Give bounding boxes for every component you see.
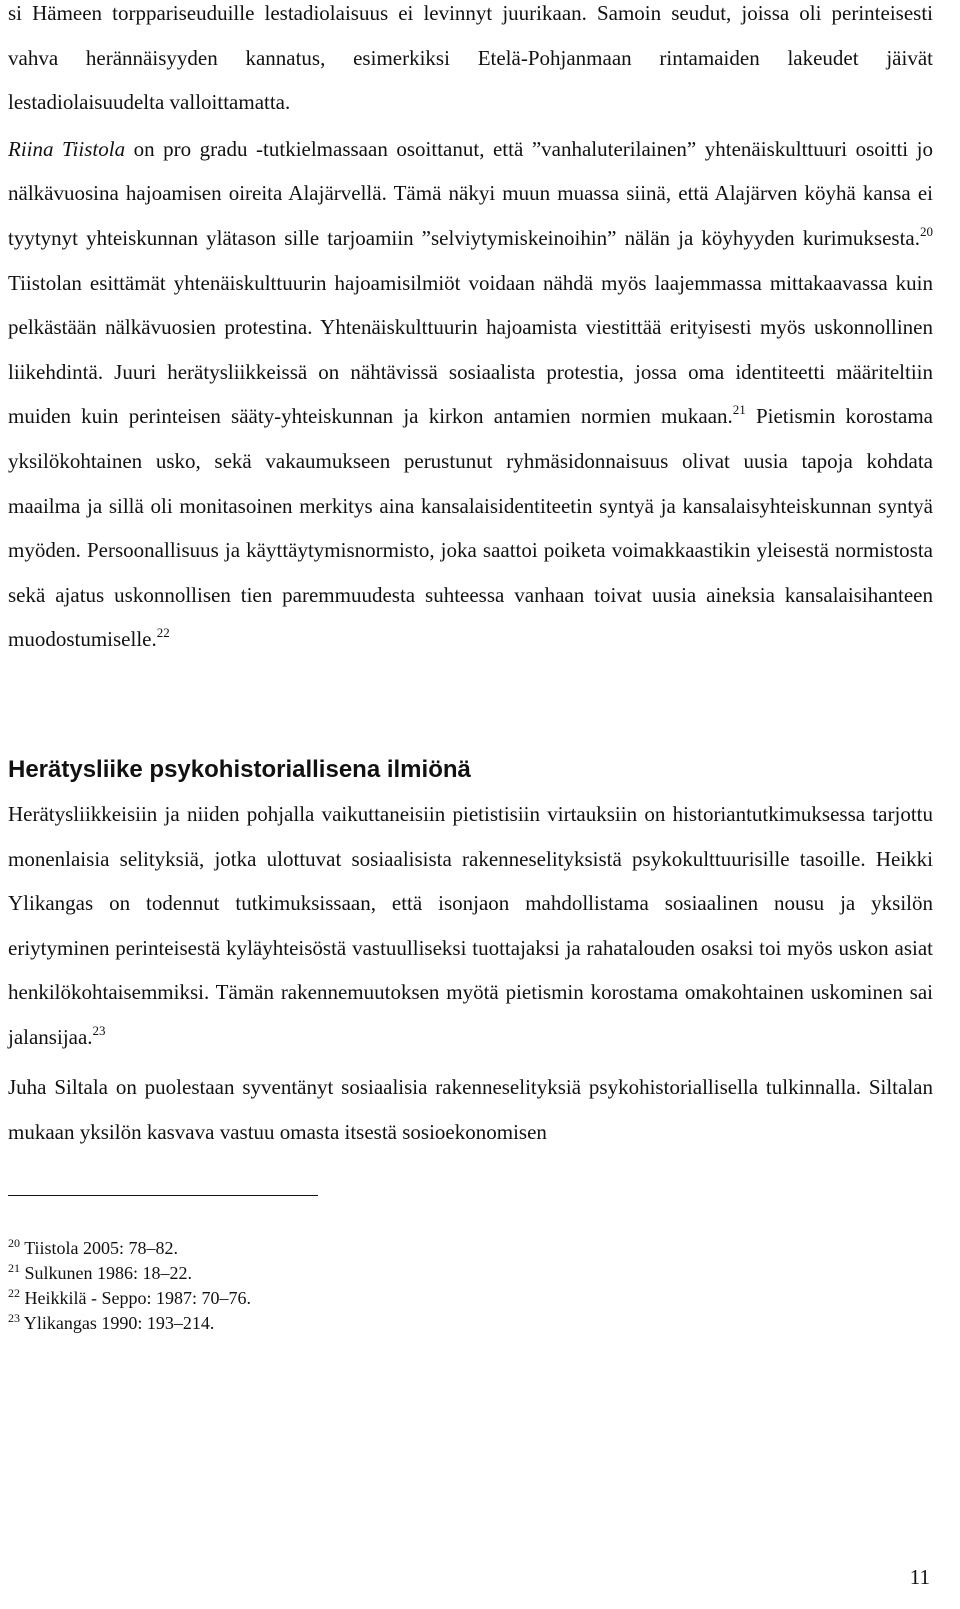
document-page	[8, 0, 933, 1336]
paragraph-lestadiolaisuus	[8, 0, 933, 125]
footnote-item	[8, 1286, 933, 1311]
footnote-ref-23[interactable]: 23	[92, 1022, 106, 1038]
paragraph-ylikangas	[8, 792, 933, 1060]
paragraph-text: Herätysliikkeisiin ja niiden pohjalla vaikuttaneisiin pietistisiin virtauksiin on historiantutkimuksessa tarjottu monenlaisia selityksiä, jotka ulottuvat sosiaalisista rakenneselityksistä psykokulttuurisille tasoille. Heikki Ylikangas on todennut tutkimuksissaan, että isonjaon mahdollistama sosiaalinen nousu ja yksilön eriytyminen perinteisestä kyläyhteisöstä vastuulliseksi tuottajaksi ja rahatalouden osaksi toi myös uskon asiat henkilökohtaisemmiksi. Tämän rakennemuutoksen myötä pietismin korostama omakohtainen uskominen sai jalansijaa.	[8, 801, 933, 1049]
footnote-number: 21	[8, 1260, 20, 1275]
footnote-ref-22[interactable]: 22	[156, 625, 170, 641]
footnote-text: Heikkilä - Seppo: 1987: 70–76.	[24, 1287, 251, 1308]
footnote-item	[8, 1261, 933, 1286]
footnote-number: 23	[8, 1310, 20, 1325]
paragraph-text: si Hämeen torppariseuduille lestadiolaisuus ei levinnyt juurikaan. Samoin seudut, joissa oli perinteisesti vahva herännäisyyden kannatus, esimerkiksi Etelä-Pohjanmaan rintamaiden lakeudet jäivät lestadiolaisuudelta valloittamatta.	[8, 1, 933, 115]
footnote-item	[8, 1236, 933, 1261]
footnote-text: Ylikangas 1990: 193–214.	[23, 1312, 215, 1333]
paragraph-text: Tiistolan esittämät yhtenäiskulttuurin hajoamisilmiöt voidaan nähdä myös laajemmassa mittakaavassa kuin pelkästään nälkävuosien protestina. Yhtenäiskulttuurin hajoamista viestittää erityisesti myös uskonnollinen liikehdintä. Juuri herätysliikkeissä on nähtävissä sosiaalista protestia, jossa oma identiteetti määriteltiin muiden kuin perinteisen sääty-yhteiskunnan ja kirkon antamien normien mukaan.	[8, 270, 933, 429]
paragraph-siltala	[8, 1065, 933, 1154]
footnote-text: Tiistola 2005: 78–82.	[24, 1237, 179, 1258]
section-heading: Herätysliike psykohistoriallisena ilmiönä	[8, 755, 471, 783]
paragraph-text: Juha Siltala on puolestaan syventänyt sosiaalisia rakenneselityksiä psykohistoriallisella tulkinnalla. Siltalan mukaan yksilön kasvava vastuu omasta itsestä sosioekonomisen	[8, 1075, 933, 1145]
paragraph-text: Pietismin korostama yksilökohtainen usko, sekä vakaumukseen perustunut ryhmäsidonnaisuus olivat uusia tapoja kohdata maailma ja sillä oli monitasoinen merkitys aina kansalaisidentiteetin syntyä ja kansalaisyhteiskunnan syntyä myöden. Persoonallisuus ja käyttäytymisnormisto, joka saattoi poiketa voimakkaastikin yleisestä normistosta sekä ajatus uskonnollisen tien paremmuudesta suhteessa vanhaan toivat uusia aineksia kansalaisihanteen muodostumiselle.	[8, 404, 933, 652]
footnote-ref-20[interactable]: 20	[920, 223, 933, 239]
author-name-italic: Riina Tiistola	[8, 136, 126, 161]
footnote-number: 20	[8, 1235, 20, 1250]
footnote-item	[8, 1311, 933, 1336]
footnote-separator	[8, 1195, 318, 1196]
footnote-text: Sulkunen 1986: 18–22.	[24, 1262, 193, 1283]
footnote-ref-21[interactable]: 21	[732, 402, 746, 418]
paragraph-tiistola	[8, 127, 933, 662]
paragraph-text: on pro gradu -tutkielmassaan osoittanut, että ”vanhaluterilainen” yhtenäiskulttuuri osoitti jo nälkävuosina hajoamisen oireita Alajärvellä. Tämä näkyi muun muassa siinä, että Alajärven köyhä kansa ei tyytynyt yhteiskunnan ylätason sille tarjoamiin ”selviytymiskeinoihin” nälän ja köyhyyden kurimuksesta.	[8, 136, 934, 250]
footnote-number: 22	[8, 1285, 20, 1300]
footnotes-list	[8, 1236, 933, 1336]
page-number: 11	[909, 1565, 930, 1589]
